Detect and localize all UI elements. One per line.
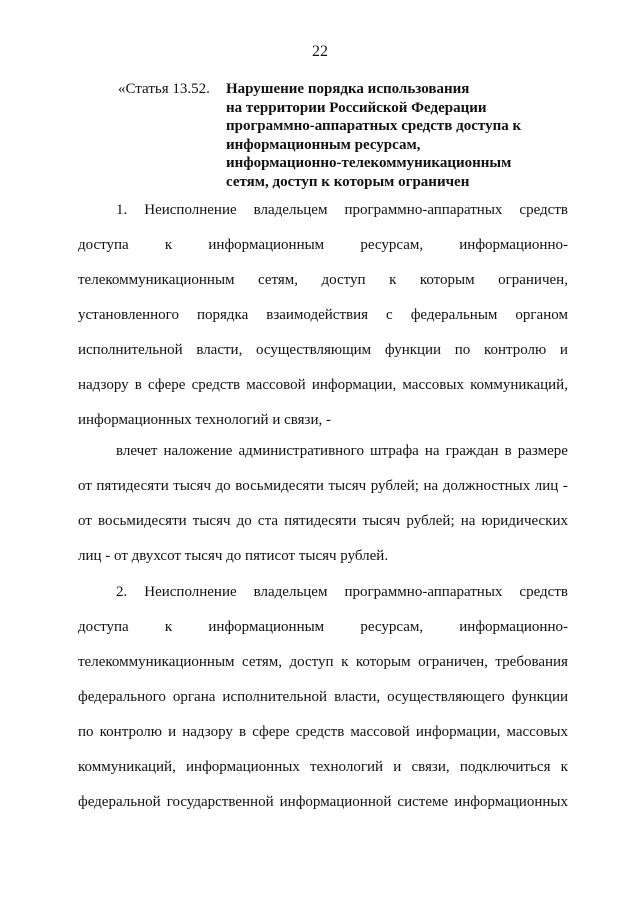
word: в [239,724,247,740]
text-line [78,610,568,645]
word: по [454,342,471,358]
word: доступ [289,654,334,670]
word: государственной [166,794,274,810]
word: ограничен, [418,654,488,670]
word: контролю [99,724,162,740]
word: с [386,307,393,323]
word: информации, [311,377,397,393]
text-line [78,333,568,368]
word: осуществляющего [387,689,505,705]
word: которым [419,272,475,288]
word: федеральной [78,794,161,810]
word: телекоммуникационным [78,272,235,288]
word: и [168,724,177,740]
article-title-line: программно-аппаратных средств доступа к [226,118,522,134]
word: к [389,272,397,288]
word: информационных [186,759,300,775]
word: административного [238,443,364,459]
word: должностных [442,478,531,494]
word: информационным [208,619,325,635]
word: установленного [78,307,179,323]
word: 1. [116,202,128,218]
text-line [78,575,568,610]
article-title [226,80,556,191]
word: владельцем [253,202,328,218]
word: средств [191,377,241,393]
word: осуществляющим [256,342,372,358]
word: граждан [445,443,499,459]
word: от [78,478,92,494]
text-line [78,504,568,539]
word: по [78,724,94,740]
word: информационно- [459,619,568,635]
article-title-line: на территории Российской Федерации [226,99,487,116]
word: исполнительной [222,689,328,705]
word: тысяч [173,478,211,494]
word: - [562,478,568,494]
word: тысяч [192,513,231,529]
word: пятидесяти [284,513,357,529]
word: 2. [116,584,128,600]
article-title-line: Нарушение порядка использования [226,81,470,97]
word: исполнительной [78,342,183,358]
word: федерального [78,689,166,705]
word: юридических [481,513,568,529]
word: ограничен, [498,272,568,288]
word: к [560,759,568,775]
word: органа [172,689,216,705]
word: подключиться [459,759,551,775]
word: сфере [148,377,186,393]
text-line [78,645,568,680]
word: программно-аппаратных [344,584,503,600]
text-line [78,469,568,504]
word: ста [257,513,278,529]
word: лиц [534,478,559,494]
paragraph-2 [78,575,568,820]
word: информации, [415,724,501,740]
text-line [78,263,568,298]
word: информационно- [459,237,568,253]
word: информационных [454,794,568,810]
text-line [78,434,568,469]
word: в [134,377,142,393]
word: массовой [246,377,306,393]
word: рублей; [370,478,419,494]
text-line [78,368,568,403]
word: функции [384,342,442,358]
word: федеральным [410,307,498,323]
word: размере [517,443,568,459]
word: рублей; [406,513,455,529]
word: системе [397,794,449,810]
paragraph-1 [78,193,568,438]
word: и [559,342,568,358]
article-title-line: информационно-телекоммуникационным [226,155,512,171]
word: восьмидесяти [97,513,187,529]
word: взаимодействия [266,307,369,323]
word: доступ [321,272,366,288]
text-line: информационных технологий и связи, - [78,412,331,428]
word: ресурсам, [360,237,424,253]
word: средств [295,724,345,740]
word: сетям, [242,654,283,670]
word: телекоммуникационным [78,654,235,670]
word: доступа [78,619,129,635]
text-line [78,750,568,785]
word: информационным [208,237,325,253]
word: доступа [78,237,129,253]
word: требования [495,654,568,670]
word: технологий [310,759,384,775]
word: связи, [411,759,450,775]
word: порядка [196,307,249,323]
word: тысяч [328,478,367,494]
word: на [423,478,439,494]
word: от [78,513,92,529]
word: власти, [334,689,381,705]
penalty-paragraph [78,434,568,574]
text-line [78,680,568,715]
text-line [78,228,568,263]
word: которым [355,654,411,670]
text-line: лиц - от двухсот тысяч до пятисот тысяч рублей. [78,548,389,564]
page-number: 22 [312,43,328,60]
word: функции [511,689,568,705]
word: тысяч [362,513,401,529]
word: надзору [78,377,129,393]
word: массовых [506,724,568,740]
word: Неисполнение [144,202,237,218]
word: информационной [279,794,392,810]
word: до [236,513,252,529]
word: штрафа [370,443,419,459]
word: до [215,478,231,494]
word: на [424,443,440,459]
word: коммуникаций, [470,377,568,393]
word: Неисполнение [144,584,237,600]
word: сфере [252,724,290,740]
word: влечет [116,443,158,459]
word: к [164,237,173,253]
word: надзору [182,724,233,740]
article-title-line: информационным ресурсам, [226,136,421,153]
word: восьмидесяти [235,478,324,494]
article-label: «Статья 13.52. [118,81,210,97]
text-line [78,193,568,228]
word: массовой [350,724,410,740]
word: владельцем [253,584,328,600]
word: контролю [483,342,547,358]
word: средств [519,202,568,218]
word: коммуникаций, [78,759,176,775]
word: сетям, [258,272,299,288]
text-line [78,298,568,333]
text-line [78,715,568,750]
article-title-line: сетям, доступ к которым ограничен [226,173,470,190]
text-line [78,785,568,820]
word: к [164,619,173,635]
word: власти, [196,342,243,358]
word: к [341,654,349,670]
word: в [504,443,512,459]
word: на [460,513,476,529]
word: органом [515,307,568,323]
word: программно-аппаратных [344,202,503,218]
word: массовых [402,377,464,393]
word: и [393,759,402,775]
word: ресурсам, [360,619,424,635]
word: средств [519,584,568,600]
word: пятидесяти [96,478,169,494]
word: наложение [163,443,233,459]
